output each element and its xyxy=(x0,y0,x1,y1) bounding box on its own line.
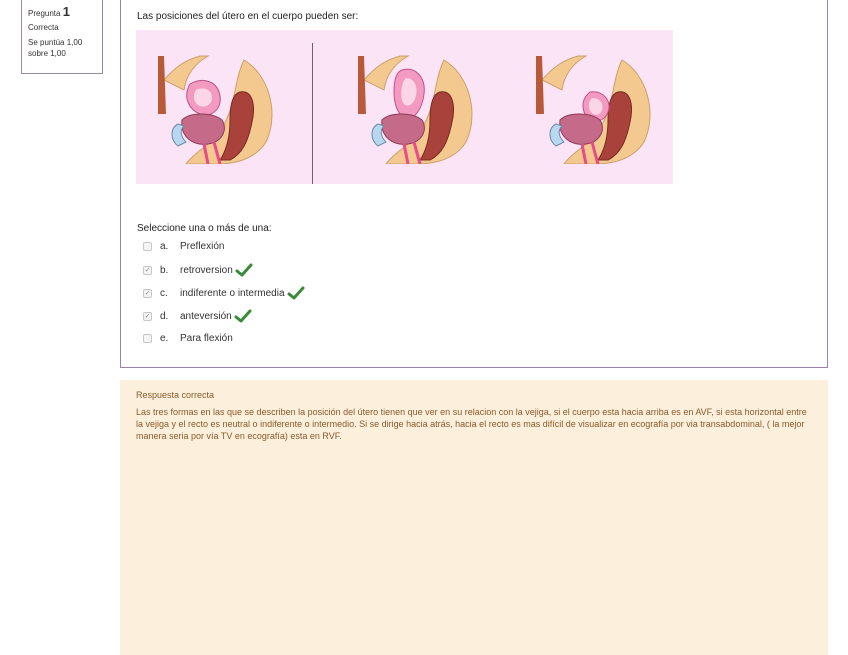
question-grade: Se puntúa 1,00 sobre 1,00 xyxy=(28,38,83,58)
option-letter: e. xyxy=(160,332,169,344)
option-text: Para flexión xyxy=(180,332,233,344)
uterus-positions-figure xyxy=(136,30,673,184)
answer-option-b[interactable] xyxy=(143,263,253,277)
figure-divider xyxy=(312,43,313,184)
question-content xyxy=(120,0,828,368)
question-number: 1 xyxy=(62,4,70,19)
answer-option-a[interactable] xyxy=(143,239,224,253)
question-info xyxy=(21,0,103,74)
option-text: Preflexión xyxy=(180,240,225,252)
checkbox-icon[interactable]: ✓ xyxy=(144,289,151,297)
checkbox-icon[interactable] xyxy=(143,242,152,251)
check-icon xyxy=(234,309,252,323)
answer-prompt: Seleccione una o más de una: xyxy=(137,223,272,234)
option-text: retroversion xyxy=(180,264,233,276)
answer-option-e[interactable] xyxy=(143,331,233,345)
checkbox-icon[interactable] xyxy=(143,334,152,343)
question-state: Correcta xyxy=(28,23,59,32)
option-letter: d. xyxy=(160,310,169,322)
check-icon xyxy=(235,263,253,277)
option-letter: b. xyxy=(160,264,169,276)
feedback-title: Respuesta correcta xyxy=(136,390,215,400)
checkbox-icon[interactable]: ✓ xyxy=(144,312,151,320)
check-icon xyxy=(287,286,305,300)
option-text: anteversión xyxy=(180,310,232,322)
feedback-text: Las tres formas en las que se describen la posición del útero tienen que ver en su relacion con la vejiga, si el cuerpo esta hacia arriba es en AVF, si esta horizontal entre la vejiga y el recto es neutral o indiferente o intermedio. Si se dirige hacia atrás, hacia el recto es mas difícil de visualizar en ecografía por via transabdominal, ( la mejor manera seria por vía TV en ecografía) esta en RVF. xyxy=(136,407,807,441)
feedback-panel xyxy=(120,380,828,655)
pelvis-illustration-3 xyxy=(534,54,659,164)
question-text: Las posiciones del útero en el cuerpo pueden ser: xyxy=(137,11,359,22)
answer-option-c[interactable] xyxy=(143,286,305,300)
pelvis-illustration-1 xyxy=(156,54,281,164)
answer-option-d[interactable] xyxy=(143,309,252,323)
option-letter: a. xyxy=(160,240,169,252)
pelvis-illustration-2 xyxy=(356,54,481,164)
checkbox-icon[interactable]: ✓ xyxy=(144,266,151,274)
question-label: Pregunta xyxy=(28,9,61,18)
option-letter: c. xyxy=(160,287,168,299)
option-text: indiferente o intermedia xyxy=(180,287,285,299)
